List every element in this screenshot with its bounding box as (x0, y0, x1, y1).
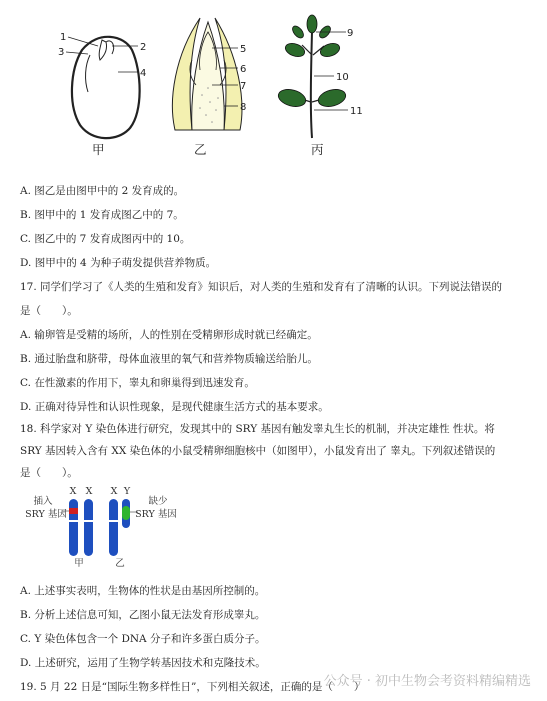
plant-label-9: 9 (347, 28, 354, 39)
left-label-line1: 插入 (33, 496, 53, 507)
q18-option-a: A. 上述事实表明，生物体的性状是由基因所控制的。 (20, 585, 266, 597)
seed-development-figure (40, 10, 380, 160)
plant-label-10: 10 (336, 72, 349, 83)
bud-label-5: 5 (240, 44, 247, 55)
q16-option-d: D. 图甲中的 4 为种子萌发提供营养物质。 (20, 257, 217, 269)
q18-option-b: B. 分析上述信息可知，乙图小鼠无法发育形成睾丸。 (20, 609, 266, 621)
sry-missing-mark (122, 506, 130, 520)
caption-bing: 丙 (311, 142, 324, 157)
caption-jia: 甲 (92, 142, 105, 157)
q18-option-d: D. 上述研究，运用了生物学转基因技术和克隆技术。 (20, 657, 266, 669)
chromosome-caption-jia: 甲 (74, 558, 84, 569)
chromosome-caption-yi: 乙 (115, 558, 125, 569)
seed-label-2: 2 (140, 42, 147, 53)
bud-label-8: 8 (240, 102, 247, 113)
q19-stem: 19. 5 月 22 日是“国际生物多样性日”，下列相关叙述，正确的是（ ） (20, 681, 365, 693)
seed-label-4: 4 (140, 68, 147, 79)
q16-option-c: C. 图乙中的 7 发育成图丙中的 10。 (20, 233, 191, 245)
chromosome-figure (22, 486, 192, 572)
chromosome-x-yi (109, 499, 118, 556)
chromosome-y-label: Y (123, 486, 131, 497)
q17-option-d: D. 正确对待异性和认识性现象，是现代健康生活方式的基本要求。 (20, 401, 329, 413)
seed-label-1: 1 (60, 32, 67, 43)
sry-insert-mark (69, 508, 78, 514)
q16-option-a: A. 图乙是由图甲中的 2 发育成的。 (20, 185, 185, 197)
q18-stem-line1: 18. 科学家对 Y 染色体进行研究，发现其中的 SRY 基因有触发睾丸生长的机制，并决定雄性 性状。将 (20, 423, 495, 435)
seed-label-3: 3 (58, 47, 65, 58)
q17-stem-line2: 是（ ）。 (20, 305, 78, 317)
chromosome-x1-label: X (69, 486, 77, 497)
plant-branch-diagram (276, 15, 362, 138)
q17-option-c: C. 在性激素的作用下，睾丸和卵巢得到迅速发育。 (20, 377, 255, 389)
bud-label-6: 6 (240, 64, 247, 75)
left-label-line2: SRY 基因 (25, 509, 67, 520)
right-label-line2: SRY 基因 (135, 509, 177, 520)
q17-option-a: A. 输卵管是受精的场所，人的性别在受精卵形成时就已经确定。 (20, 329, 318, 341)
q18-stem-line2: SRY 基因转入含有 XX 染色体的小鼠受精卵细胞核中（如图甲），小鼠发育出了 睾丸。下列叙述错误的 (20, 445, 496, 457)
caption-yi: 乙 (194, 142, 207, 157)
bud-label-7: 7 (240, 81, 247, 92)
chromosome-x2-label: X (85, 486, 93, 497)
right-label-line1: 缺少 (148, 496, 168, 507)
q18-stem-line3: 是（ ）。 (20, 467, 78, 479)
seed-diagram (58, 32, 146, 138)
plant-label-11: 11 (350, 106, 363, 117)
watermark: 公众号 · 初中生物会考资料精编精选 (323, 674, 531, 689)
bud-section-diagram (172, 18, 246, 130)
chromosome-x3-label: X (110, 486, 118, 497)
q18-option-c: C. Y 染色体包含一个 DNA 分子和许多蛋白质分子。 (20, 633, 266, 645)
q17-option-b: B. 通过胎盘和脐带，母体血液里的氧气和营养物质输送给胎儿。 (20, 353, 318, 365)
q16-option-b: B. 图甲中的 1 发育成图乙中的 7。 (20, 209, 184, 221)
q17-stem-line1: 17. 同学们学习了《人类的生殖和发育》知识后，对人类的生殖和发育有了清晰的认识。下列说法错误的 (20, 281, 503, 293)
chromosome-x-with-insert (69, 499, 78, 556)
chromosome-x-normal (84, 499, 93, 556)
chromosomes-svg (22, 486, 192, 572)
